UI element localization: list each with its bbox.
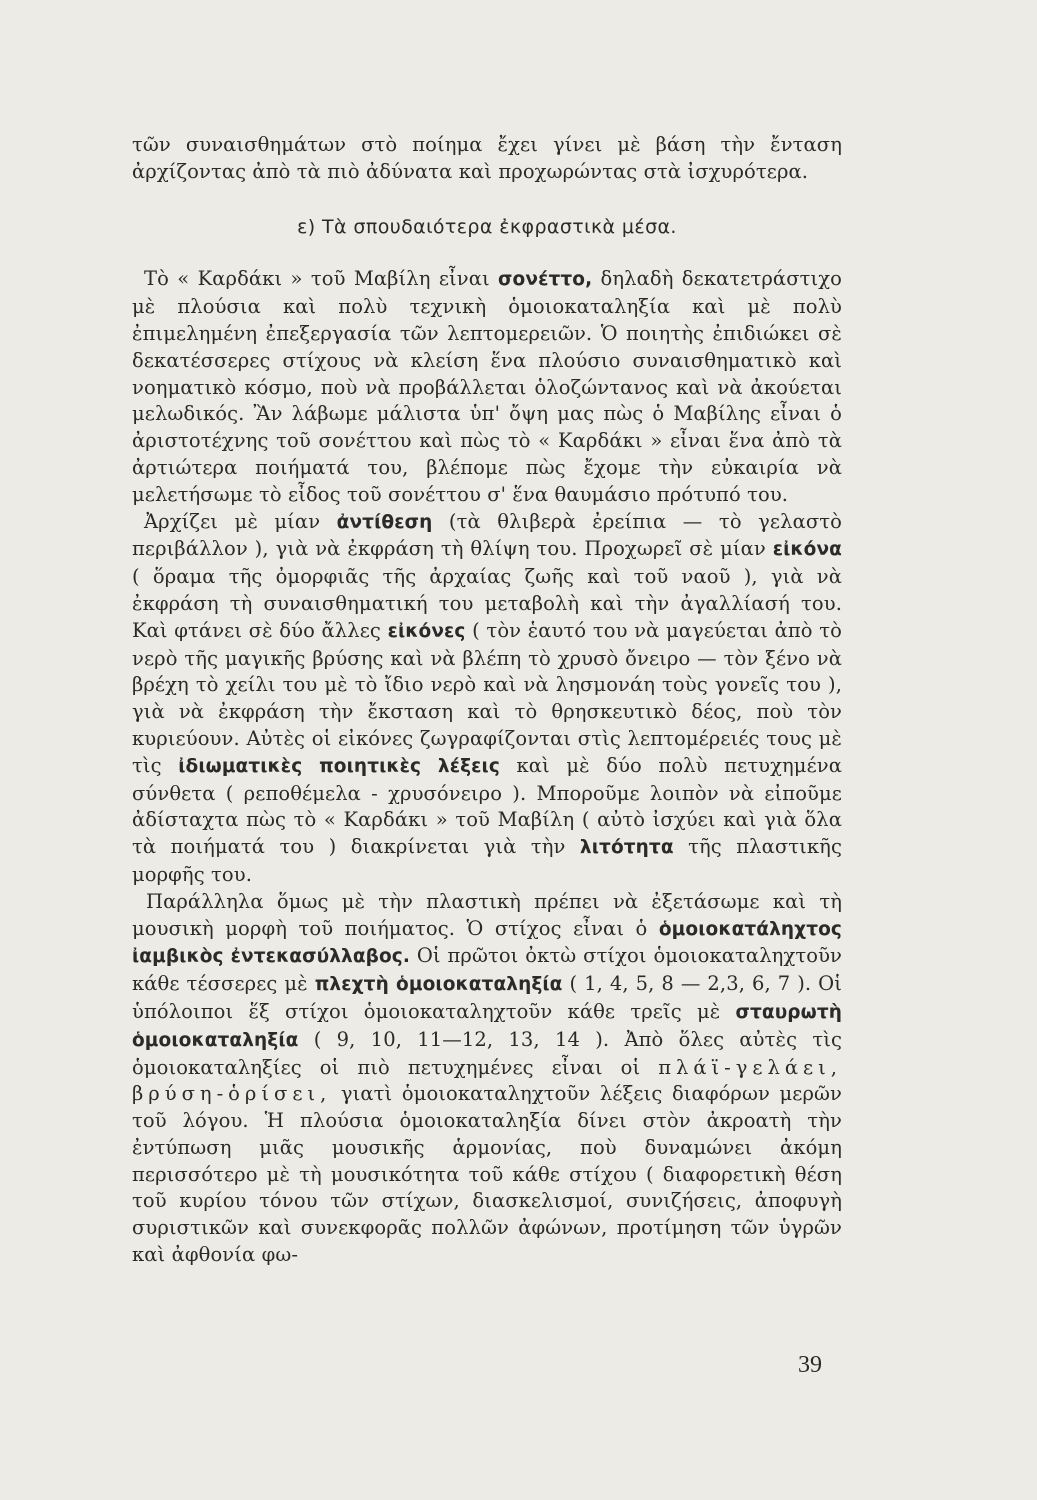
term-image: εἰκόνα xyxy=(772,539,842,561)
paragraph-images: Ἀρχίζει μὲ μίαν ἀντίθεση (τὰ θλιβερὰ ἐρείπια — τὸ γελαστὸ περιβάλλον ), γιὰ νὰ ἐκφράση τὴ θλίψη του. Προχωρεῖ σὲ μίαν εἰκόνα ( ὅραμα τῆς ὀμορφιᾶς τῆς ἀρχαίας ζωῆς καὶ τοῦ ναοῦ ), γιὰ νὰ ἐκφράση τὴ συναισθηματική του μεταβολὴ καὶ τὴν ἀγαλλίασή του. Καὶ φτάνει σὲ δύο ἄλλες εἰκόνες ( τὸν ἑαυτό του νὰ μαγεύεται ἀπὸ τὸ νερὸ τῆς μαγικῆς βρύσης καὶ νὰ βλέπη τὸ χρυσὸ ὄνειρο — τὸν ξένο νὰ βρέχη τὸ χείλι του μὲ τὸ ἴδιο νερὸ καὶ νὰ λησμονάη τοὺς γονεῖς του ), γιὰ νὰ ἐκφράση τὴν ἔκσταση καὶ τὸ θρησκευτικὸ δέος, ποὺ τὸν κυριεύουν. Αὐτὲς οἱ εἰκόνες ζωγραφίζονται στὶς λεπτομέρειές τους μὲ τὶς ἰδιωματικὲς ποιητικὲς λέξεις καὶ μὲ δύο πολὺ πετυχημένα σύνθετα ( ρεποθέμελα - χρυσόνειρο ). Μποροῦμε λοιπὸν νὰ εἰποῦμε ἀδίσταχτα πὼς τὸ « Καρδάκι » τοῦ Μαβίλη ( αὐτὸ ἰσχύει καὶ γιὰ ὅλα τὰ ποιήματά του ) διακρίνεται γιὰ τὴν λιτότητα τῆς πλαστικῆς μορφῆς του. xyxy=(132,509,842,886)
intro-paragraph: τῶν συναισθημάτων στὸ ποίημα ἔχει γίνει μὲ βάση τὴν ἔνταση ἀρχίζοντας ἀπὸ τὰ πιὸ ἀδύνατα καὶ προχωρώντας στὰ ἰσχυρότερα. xyxy=(132,133,842,183)
term-plexti: πλεχτὴ ὁμοιοκαταληξία xyxy=(314,974,563,996)
term-hendecasyllable: ὁμοιοκατάληχτος ἰαμβικὸς ἐντεκασύλλαβος. xyxy=(132,918,842,968)
spaced-rhyme-2: βρύση-ὁρίσει, xyxy=(132,1082,332,1106)
paragraph-music: Παράλληλα ὅμως μὲ τὴν πλαστικὴ πρέπει νὰ ἐξετάσωμε καὶ τὴ μουσικὴ μορφὴ τοῦ ποιήματος. Ὁ στίχος εἶναι ὁ ὁμοιοκατάληχτος ἰαμβικὸς ἐντεκασύλλαβος. Οἱ πρῶτοι ὀκτὼ στίχοι ὁμοιοκαταληχτοῦν κάθε τέσσερες μὲ πλεχτὴ ὁμοιοκαταληξία ( 1, 4, 5, 8 — 2,3, 6, 7 ). Οἱ ὑπόλοιποι ἕξ στίχοι ὁμοιοκαταληχτοῦν κάθε τρεῖς μὲ σταυρωτὴ ὁμοιοκαταληξία ( 9, 10, 11—12, 13, 14 ). Ἀπὸ ὅλες αὐτὲς τὶς ὁμοιοκαταληξίες οἱ πιὸ πετυχημένες εἶναι οἱ πλάϊ-γελάει, βρύση-ὁρίσει, γιατὶ ὁμοιοκαταληχτοῦν λέξεις διαφόρων μερῶν τοῦ λόγου. Ἡ πλούσια ὁμοιοκαταληξία δίνει στὸν ἀκροατὴ τὴν ἐντύπωση μιᾶς μουσικῆς ἁρμονίας, ποὺ δυναμώνει ἀκόμη περισσότερο μὲ τὴ μουσικότητα τοῦ κάθε στίχου ( διαφορετικὴ θέση τοῦ κυρίου τόνου τῶν στίχων, διασκελισμοί, συνιζήσεις, ἀποφυγὴ συριστικῶν καὶ συνεκφορᾶς πολλῶν ἀφώνων, προτίμηση τῶν ὑγρῶν καὶ ἀφθονία φω- xyxy=(132,889,842,1267)
term-images: εἰκόνες xyxy=(387,620,466,642)
term-antithesis: ἀντίθεση xyxy=(336,511,433,533)
spaced-rhyme-1: πλάϊ-γελάει, xyxy=(658,1055,842,1079)
page-number: 39 xyxy=(798,1352,822,1378)
paragraph-sonnet: Τὸ « Καρδάκι » τοῦ Μαβίλη εἶναι σονέττο, δηλαδὴ δεκατετράστιχο μὲ πλούσια καὶ πολὺ τεχνικὴ ὁμοιοκαταληξία καὶ μὲ πολὺ ἐπιμελημένη ἐπεξεργασία τῶν λεπτομερειῶν. Ὁ ποιητὴς ἐπιδιώκει σὲ δεκατέσσερες στίχους νὰ κλείση ἕνα πλούσιο συναισθηματικὸ καὶ νοηματικὸ κόσμο, ποὺ νὰ προβάλλεται ὁλοζώντανος καὶ νὰ ἀκούεται μελωδικός. Ἂν λάβωμε μάλιστα ὑπ' ὄψη μας πὼς ὁ Μαβίλης εἶναι ὁ ἀριστοτέχνης τοῦ σονέττου καὶ πὼς τὸ « Καρδάκι » εἶναι ἕνα ἀπὸ τὰ ἀρτιώτερα ποιήματά του, βλέπομε πὼς ἔχομε τὴν εὐκαιρία νὰ μελετήσωμε τὸ εἶδος τοῦ σονέττου σ' ἕνα θαυμάσιο πρότυπό του. xyxy=(132,267,842,506)
section-heading: ε) Τὰ σπουδαιότερα ἐκφραστικὰ μέσα. xyxy=(297,215,677,238)
term-sonetto: σονέττο, xyxy=(498,269,593,291)
term-litotita: λιτότητα xyxy=(579,837,674,859)
body-text xyxy=(132,132,842,1269)
term-stavroti: σταυρωτὴ ὁμοιοκαταληξία xyxy=(132,1001,842,1051)
term-idiomatic-words: ἰδιωματικὲς ποιητικὲς λέξεις xyxy=(178,755,500,777)
